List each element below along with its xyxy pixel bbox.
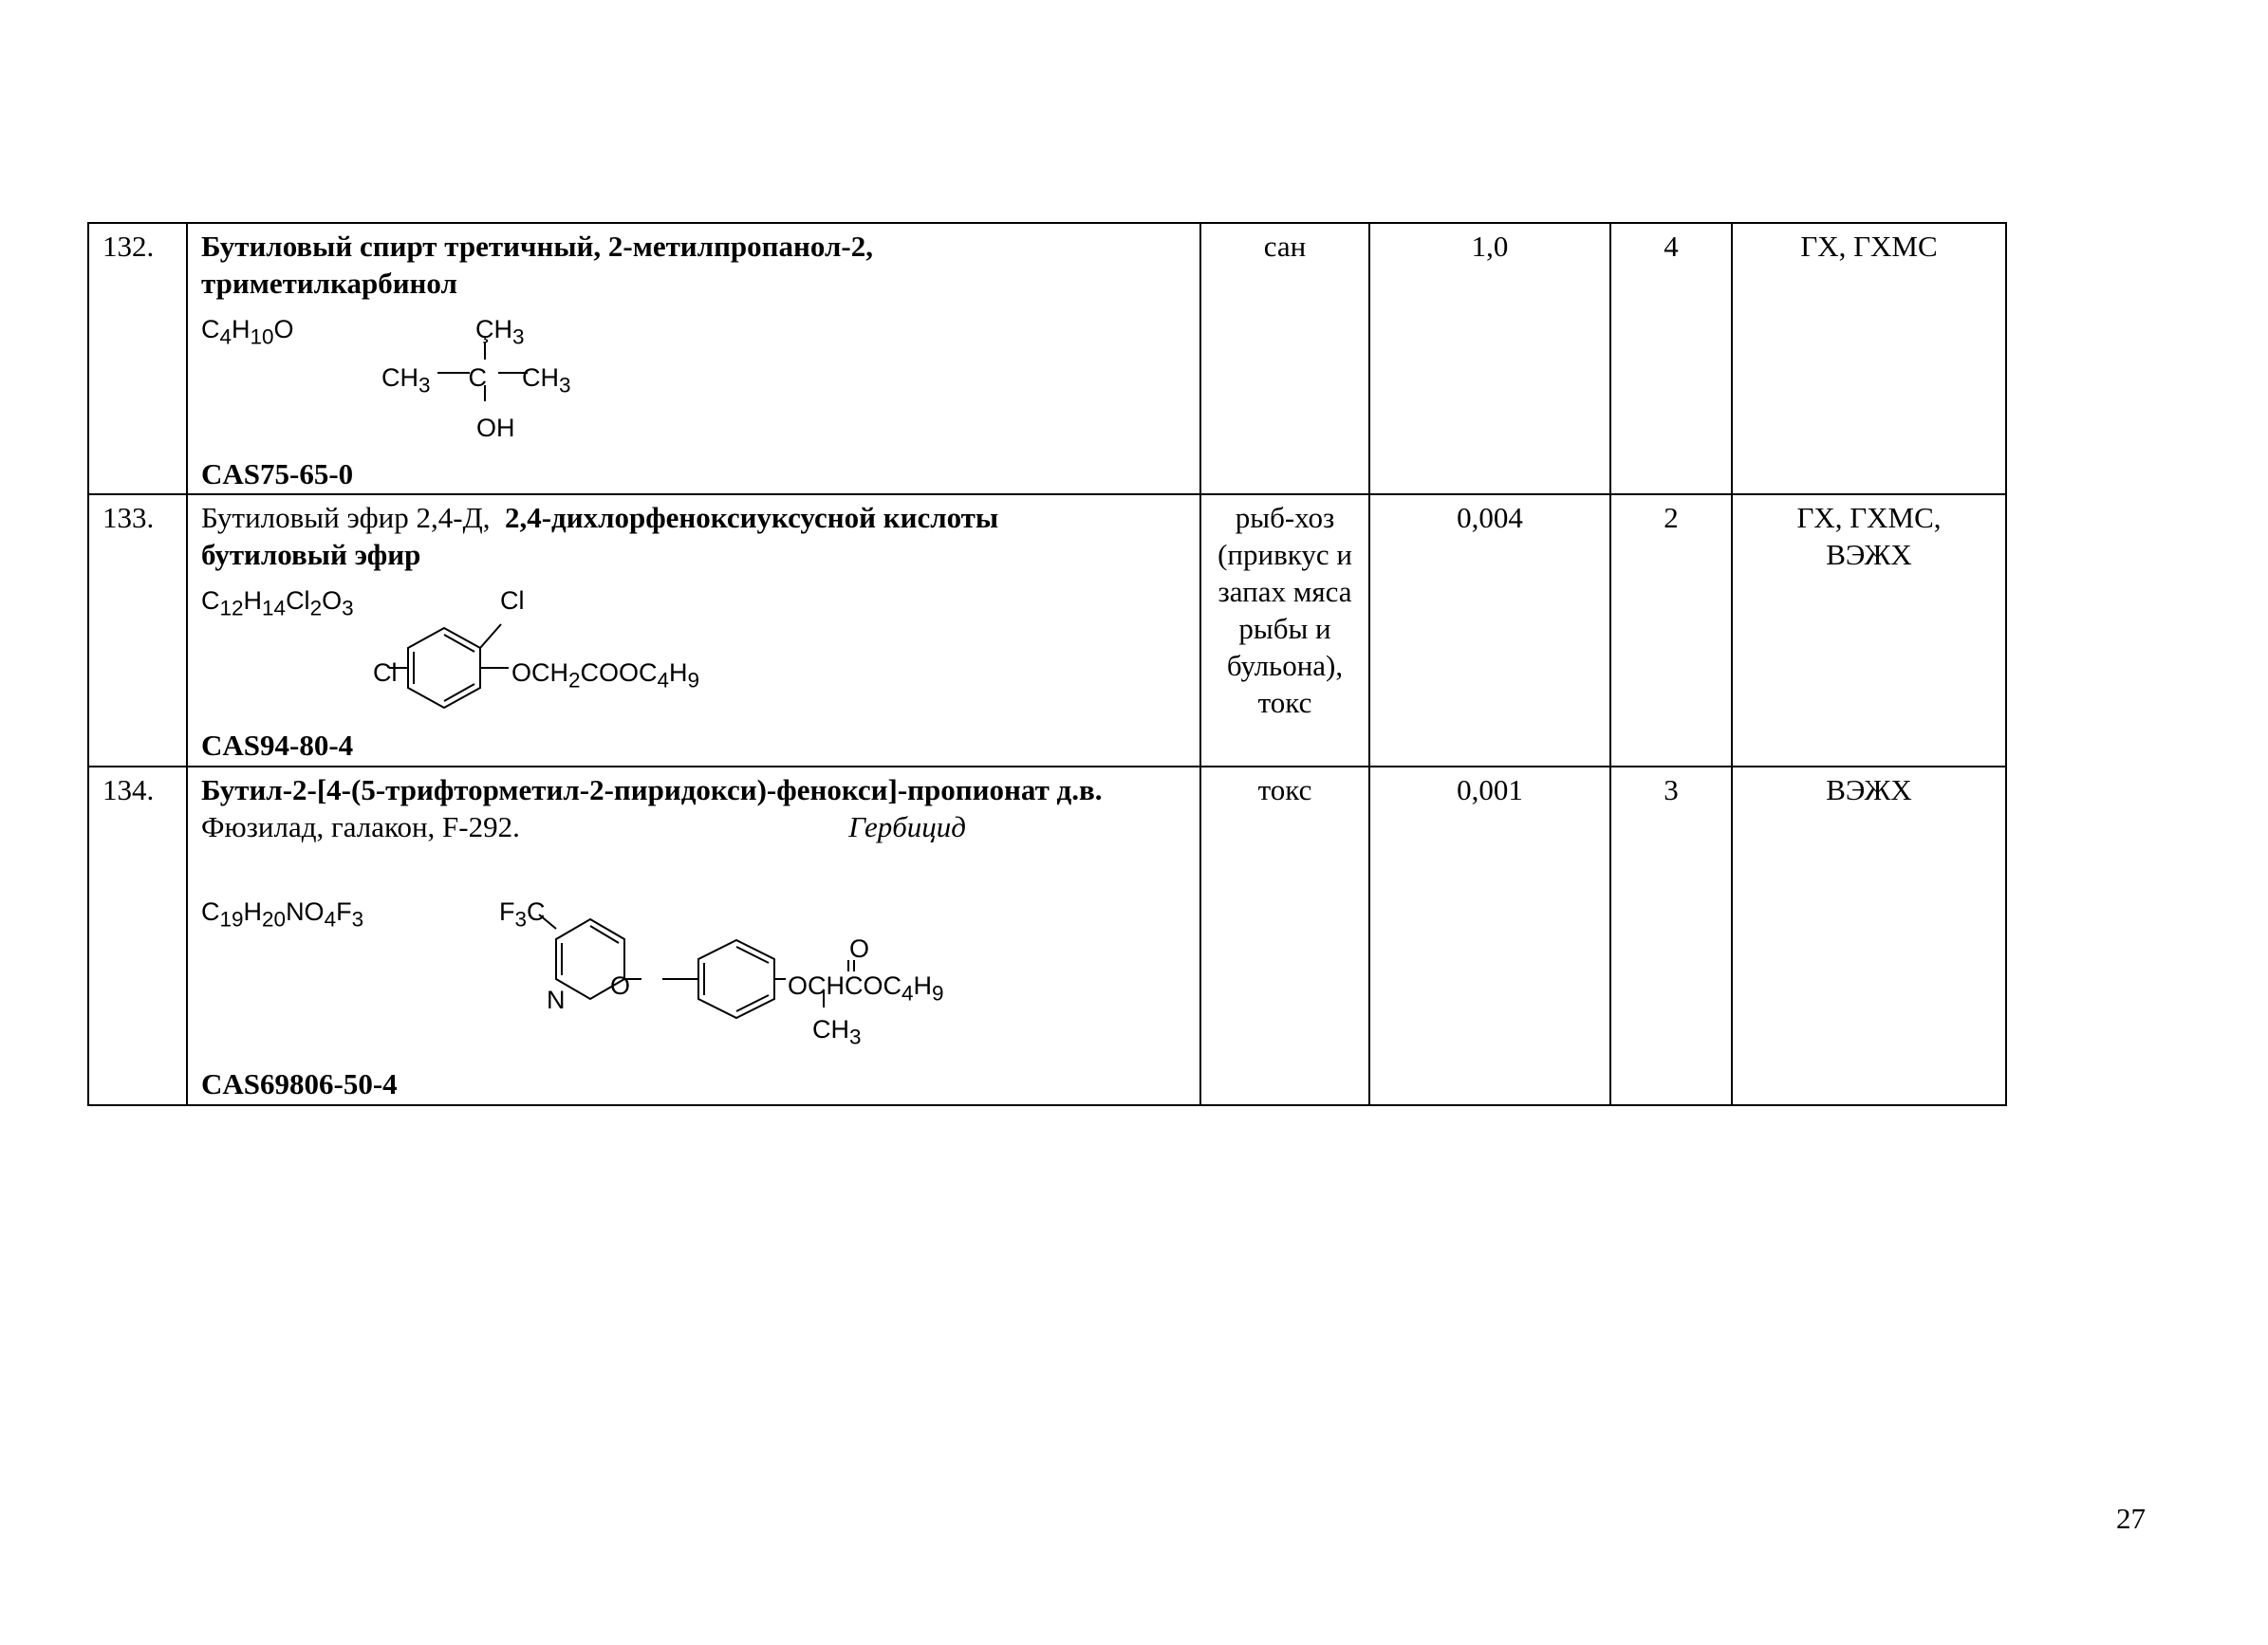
struct-label-top: $ÇH_3$ <box>475 315 525 349</box>
struct-label-methyl: $CH_3$ <box>812 1015 862 1049</box>
use-category: Гербицид <box>848 810 966 843</box>
hazard-class: 4 <box>1610 223 1732 494</box>
substance-name: Бутиловый спирт третичный, 2-метилпропанол-2, триметилкарбинол <box>201 230 873 300</box>
row-number: 133. <box>88 494 187 767</box>
substance-cell <box>187 767 1200 1105</box>
molecular-formula: $C_{19}H_{20}NO_4F_3$ <box>201 897 364 932</box>
value: 0,001 <box>1369 767 1610 1105</box>
struct-label-o-link: O <box>610 971 631 1000</box>
methods: ВЭЖХ <box>1732 767 2006 1105</box>
table-row <box>88 494 2006 767</box>
substance-name-plain: Бутиловый эфир 2,4-Д, <box>201 501 491 534</box>
limiting-indicator: сан <box>1200 223 1369 494</box>
substance-cell <box>187 494 1200 767</box>
page-number: 27 <box>2116 1502 2146 1535</box>
struct-label-cf3: $F_3C$ <box>499 897 546 932</box>
substance-table <box>87 222 2007 1106</box>
structure-diagram <box>501 900 1032 1043</box>
limiting-indicator: токс <box>1200 767 1369 1105</box>
struct-label-cl-top: Cl <box>500 586 525 615</box>
cas-number: CAS75-65-0 <box>201 457 354 490</box>
molecular-formula: $C_{12}H_{14}Cl_2O_3$ <box>201 586 354 620</box>
synonyms: Фюзилад, галакон, F-292. <box>201 810 520 843</box>
substance-cell <box>187 223 1200 494</box>
value: 0,004 <box>1369 494 1610 767</box>
value: 1,0 <box>1369 223 1610 494</box>
methods: ГХ, ГХМС <box>1732 223 2006 494</box>
cas-number: CAS69806-50-4 <box>201 1067 398 1100</box>
hazard-class: 3 <box>1610 767 1732 1105</box>
struct-label-chain: $OCHCOC_4H_9$ <box>788 971 944 1006</box>
limiting-indicator: рыб-хоз (привкус и запах мяса рыбы и бульона), токс <box>1200 494 1369 767</box>
struct-label-cl-left: Cl <box>373 658 398 687</box>
synonyms-row <box>201 808 966 845</box>
struct-label-n: N <box>547 986 566 1014</box>
struct-label-substituent: $OCH_2COOC_4H_9$ <box>511 658 700 693</box>
cas-number: CAS94-80-4 <box>201 729 354 762</box>
row-number: 132. <box>88 223 187 494</box>
molecular-formula: $C_4H_{10}O$ <box>201 315 294 349</box>
substance-name: Бутил-2-[4-(5-трифторметил-2-пиридокси)-фенокси]-пропионат д.в. <box>201 773 1103 806</box>
substance-name: 2,4-дихлорфеноксиуксусной кислоты бутиловый эфир <box>201 501 999 571</box>
row-number: 134. <box>88 767 187 1105</box>
struct-label-o-carbonyl: O <box>849 934 870 963</box>
struct-label-middle: $CH_3$ C $CH_3$ <box>381 363 571 397</box>
table-row <box>88 223 2006 494</box>
structure-diagram <box>321 609 530 742</box>
struct-label-bottom: OH <box>476 414 515 442</box>
methods: ГХ, ГХМС, ВЭЖХ <box>1732 494 2006 767</box>
table-row <box>88 767 2006 1105</box>
hazard-class: 2 <box>1610 494 1732 767</box>
